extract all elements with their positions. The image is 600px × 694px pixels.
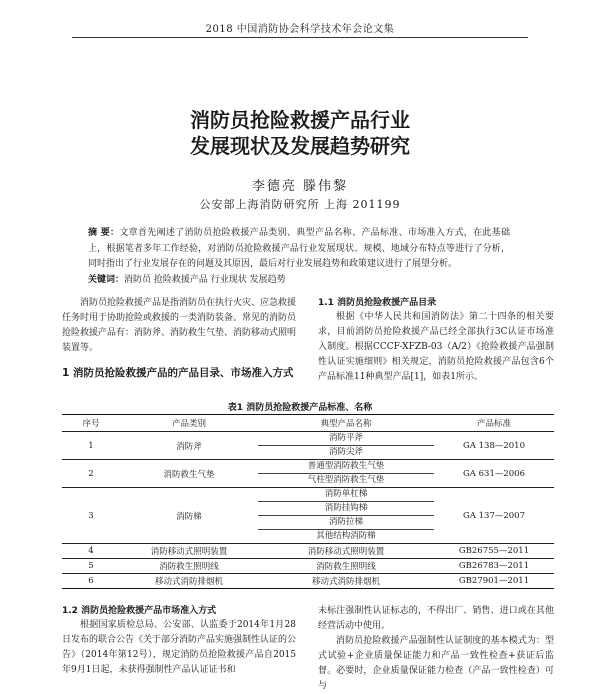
row-number: 3 [62, 488, 120, 544]
abstract-block [88, 226, 510, 288]
section-1-heading: 1 消防员抢险救援产品的产品目录、市场准入方式 [62, 367, 294, 379]
product-name: 消防拉梯 [258, 515, 434, 529]
row-number: 4 [62, 544, 120, 559]
bottom-right-column [318, 604, 554, 694]
header-cell: 序号 [62, 415, 120, 432]
table-row [62, 544, 554, 559]
typical-products: 消防救生照明线 [258, 559, 434, 574]
subsection-1-2-heading: 1.2 消防员抢险救援产品市场准入方式 [62, 606, 217, 616]
header-rule [72, 37, 528, 38]
product-category: 消防救生气垫 [120, 460, 258, 488]
left-column [62, 296, 296, 381]
row-number: 6 [62, 574, 120, 589]
abstract-text: 文章首先阐述了消防员抢险救援产品类别、典型产品名称、产品标准、市场准入方式，在此基础上，根据笔者多年工作经验，对消防员抢险救援产品行业发展现状、规模、地域分布特点等进行了分析，同时指出了行业发展存在的问题及其原因，最后对行业发展趋势和政策建议进行了展望分析。 [88, 228, 510, 269]
continued-paragraph: 未标注强制性认证标志的，不得出厂、销售、进口或在其他经营活动中使用。 [318, 606, 554, 631]
right-column [318, 296, 554, 385]
affiliation: 公安部上海消防研究所 上海 201199 [199, 198, 401, 211]
product-name: 消防单杠梯 [324, 489, 368, 499]
product-name: 普通型消防救生气垫 [307, 461, 385, 471]
keywords-text: 消防员 抢险救援产品 行业现状 发展趋势 [124, 274, 286, 285]
table-header-row [62, 415, 554, 432]
product-name: 消防尖斧 [258, 445, 434, 459]
market-access-paragraph: 根据国家质检总局、公安部、认监委于2014年1月28日发布的联合公告《关于部分消防产品实施强制性认证的公告》（2014年第12号），规定消防员抢险救援产品自2015年9月1日起，未获得强制性产品认证证书和 [62, 620, 297, 675]
product-category: 消防救生照明线 [120, 559, 258, 574]
product-category: 消防移动式照明装置 [120, 544, 258, 559]
title-line-1: 消防员抢险救援产品行业 [190, 108, 410, 132]
header-cell: 典型产品名称 [258, 415, 434, 432]
intro-paragraph: 消防员抢险救援产品是指消防员在执行火灾、应急救援任务时用于协助抢险或救援的一类消防装备。常见的消防员抢险救援产品有：消防斧、消防救生气垫、消防移动式照明装置等。 [62, 298, 297, 353]
product-standard: GA 137—2007 [434, 488, 554, 544]
product-standard: GA 138—2010 [434, 432, 554, 460]
product-category: 消防斧 [120, 432, 258, 460]
table-row [62, 559, 554, 574]
table-row [62, 488, 554, 544]
product-standard: GB26783—2011 [434, 559, 554, 574]
typical-products [258, 488, 434, 544]
row-number: 2 [62, 460, 120, 488]
subsection-1-1-heading: 1.1 消防员抢险救援产品目录 [318, 298, 437, 308]
typical-products: 移动式消防排烟机 [258, 574, 434, 589]
abstract-label: 摘 要： [88, 228, 120, 238]
product-standard: GB26755—2011 [434, 544, 554, 559]
product-standards-table [62, 414, 554, 589]
typical-products [258, 460, 434, 488]
title-line-2: 发展现状及发展趋势研究 [190, 134, 410, 158]
row-number: 1 [62, 432, 120, 460]
product-category: 消防梯 [120, 488, 258, 544]
product-name: 消防平斧 [328, 433, 363, 443]
product-name: 其他结构消防梯 [258, 529, 434, 543]
running-header: 2018 中国消防协会科学技术年会论文集 [205, 24, 395, 35]
table-row [62, 432, 554, 460]
typical-products: 消防移动式照明装置 [258, 544, 434, 559]
table-row [62, 574, 554, 589]
product-standard: GB27901—2011 [434, 574, 554, 589]
abstract-paragraph [88, 226, 510, 273]
table-1-caption: 表1 消防员抢险救援产品标准、名称 [227, 403, 373, 413]
certification-mode-paragraph: 消防员抢险救援产品强制性认证制度的基本模式为：型式试验+企业质量保证能力和产品一致性检查+获证后监督。必要时，企业质量保证能力检查（产品一致性检查）可与 [318, 636, 554, 691]
header-cell: 产品类别 [120, 415, 258, 432]
authors: 李德亮 滕伟黎 [251, 179, 349, 194]
typical-products [258, 432, 434, 460]
product-name: 消防挂钩梯 [258, 501, 434, 515]
keywords-label: 关键词： [88, 274, 125, 285]
keywords-line [88, 273, 510, 289]
table-row [62, 460, 554, 488]
row-number: 5 [62, 559, 120, 574]
bottom-left-column [62, 604, 296, 678]
header-cell: 产品标准 [434, 415, 554, 432]
product-name: 气柱型消防救生气垫 [258, 473, 434, 487]
product-category: 移动式消防排烟机 [120, 574, 258, 589]
catalog-paragraph: 根据《中华人民共和国消防法》第二十四条的相关要求，目前消防员抢险救援产品已经全部执行3C认证市场准入制度。根据CCCF-XFZB-03（A/2）《抢险救援产品强制性认证实施细则》相关规定，消防员抢险救援产品包含6个产品标准11种典型产品[1]，如表1所示。 [318, 312, 554, 382]
product-standard: GA 631—2006 [434, 460, 554, 488]
